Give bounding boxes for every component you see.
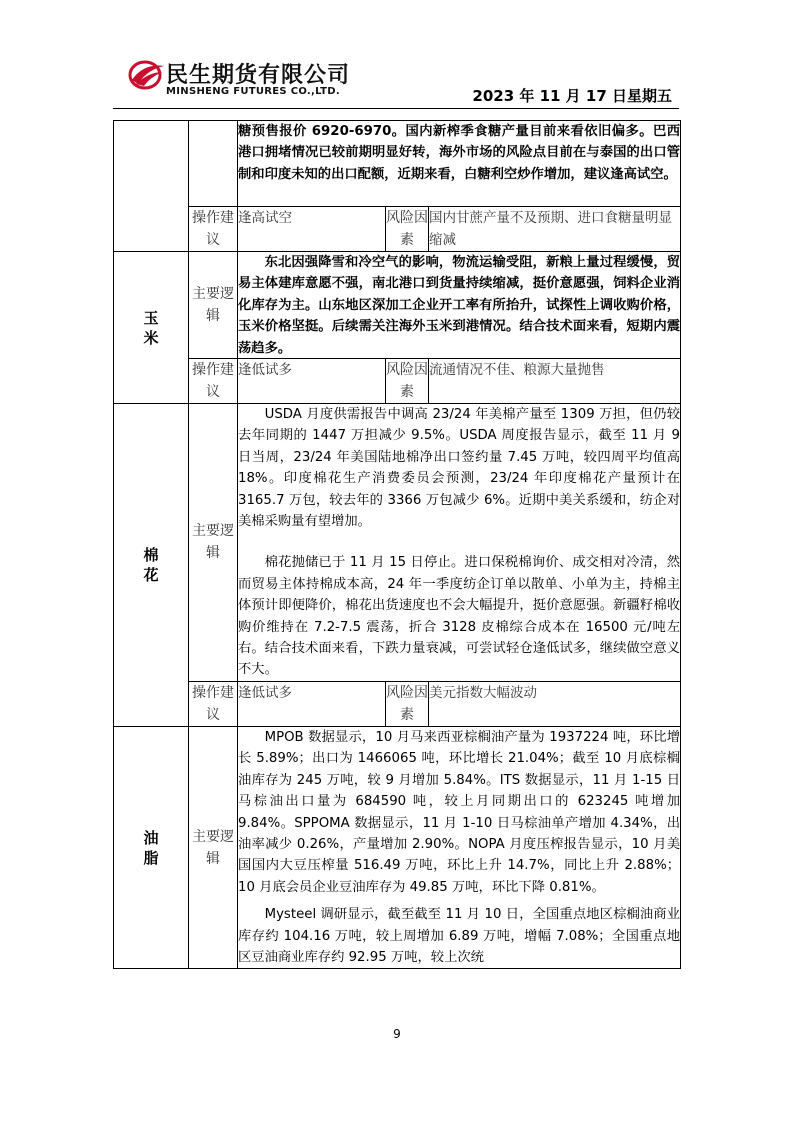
sugar-risk-label: 风险因素 (386, 207, 429, 252)
report-date: 2023 年 11 月 17 日星期五 (472, 87, 672, 105)
cotton-op-value: 逢低试多 (238, 681, 386, 726)
sugar-risk-value: 国内甘蔗产量不及预期、进口食糖量明显缩减 (429, 207, 681, 252)
sugar-logic-row (114, 121, 681, 207)
sugar-logic-label-cell (189, 121, 238, 207)
oil-category-label: 油脂 (143, 828, 159, 867)
page-number: 9 (393, 1027, 401, 1041)
oil-logic-para-1: MPOB 数据显示，10 月马来西亚棕榈油产量为 1937224 吨，环比增长 5.89%；出口为 1466065 吨，环比增长 21.04%；截至 10 月底棕榈油库存为 245 万吨，较 9 月增加 5.84%。ITS 数据显示，11 月 1-15 日马棕油出口量为 684590 吨，较上月同期出口的 623245 吨增加 9.84%。SPPOMA 数据显示，11 月 1-10 日马棕油单产增加 4.34%，出油率减少 0.26%，产量增加 2.90%。NOPA 月度压榨报告显示，10 月美国国内大豆压榨量 516.49 万吨，环比上升 14.7%，同比上升 2.88%；10 月底会员企业豆油库存为 49.85 万吨，环比下降 0.81%。 (238, 729, 681, 895)
cotton-logic-para-2: 棉花抛储已于 11 月 15 日停止。进口保税棉询价、成交相对冷清，然而贸易主体持棉成本高，24 年一季度纺企订单以散单、小单为主，持棉主体预计即便降价，棉花出货速度也不会大幅提升，挺价意愿强。新疆籽棉收购价维持在 7.2-7.5 震荡，折合 3128 皮棉综合成本在 16500 元/吨左右。结合技术面来看，下跌力量衰减，可尝试轻仓逢低试多，继续做空意义不大。 (238, 555, 681, 678)
cotton-logic-para-1: USDA 月度供需报告中调高 23/24 年美棉产量至 1309 万担，但仍较去年同期的 1447 万担减少 9.5%。USDA 周度报告显示，截至 11 月 9 日当周，23/24 年美国陆地棉净出口签约量 7.45 万吨，较四周平均值高 18%。印度棉花生产消费委员会预测，23/24 年印度棉花产量预计在 3165.7 万包，较去年的 3366 万包减少 6%。近期中美关系缓和，纺企对美棉采购量有望增加。 (238, 407, 681, 530)
oil-logic-label: 主要逻辑 (189, 726, 238, 968)
cotton-logic-cell (238, 404, 681, 682)
cotton-logic-row (114, 404, 681, 682)
sugar-op-value: 逢高试空 (238, 207, 386, 252)
company-name-cn: 民生期货有限公司 (166, 63, 351, 88)
sugar-logic-text: 糖预售报价 6920-6970。国内新榨季食糖产量目前来看依旧偏多。巴西港口拥堵情况已较前期明显好转，海外市场的风险点目前在与泰国的出口管制和印度未知的出口配额，近期来看，白糖利空炒作增加，建议逢高试空。 (238, 124, 681, 182)
sugar-category-cell (114, 121, 189, 252)
oil-logic-cell (238, 726, 681, 968)
oil-logic-para-2: Mysteel 调研显示，截至截至 11 月 10 日，全国重点地区棕榈油商业库存约 104.16 万吨，较上周增加 6.89 万吨，增幅 7.08%；全国重点地区豆油商业库存约 92.95 万吨，较上次统 (238, 907, 681, 965)
company-logo (128, 56, 368, 102)
oil-category (114, 726, 189, 968)
corn-risk-label: 风险因素 (386, 359, 429, 404)
corn-logic-row (114, 252, 681, 359)
cotton-risk-value: 美元指数大幅波动 (429, 681, 681, 726)
commodity-table (113, 120, 681, 969)
cotton-category-label: 棉花 (143, 545, 159, 584)
company-name-en: MINSHENG FUTURES CO.,LTD. (166, 86, 340, 97)
corn-category-label: 玉米 (143, 308, 159, 347)
corn-logic-text: 东北因强降雪和冷空气的影响，物流运输受阻，新粮上量过程缓慢，贸易主体建库意愿不强，南北港口到货量持续缩减，挺价意愿强，饲料企业消化库存为主。山东地区深加工企业开工率有所抬升，试探性上调收购价格，玉米价格坚挺。后续需关注海外玉米到港情况。结合技术面来看，短期内震荡趋多。 (238, 255, 681, 356)
sugar-op-label: 操作建议 (189, 207, 238, 252)
cotton-op-label: 操作建议 (189, 681, 238, 726)
corn-category (114, 252, 189, 404)
cotton-logic-label: 主要逻辑 (189, 404, 238, 682)
corn-logic-cell (238, 252, 681, 359)
header-rule (113, 108, 679, 109)
minsheng-logo-icon (128, 58, 166, 90)
cotton-risk-label: 风险因素 (386, 681, 429, 726)
corn-op-label: 操作建议 (189, 359, 238, 404)
sugar-logic-cell (238, 121, 681, 207)
corn-op-value: 逢低试多 (238, 359, 386, 404)
cotton-op-row (114, 681, 681, 726)
cotton-category (114, 404, 189, 727)
corn-op-row (114, 359, 681, 404)
oil-logic-row (114, 726, 681, 968)
corn-risk-value: 流通情况不佳、粮源大量抛售 (429, 359, 681, 404)
sugar-op-row (114, 207, 681, 252)
corn-logic-label: 主要逻辑 (189, 252, 238, 359)
